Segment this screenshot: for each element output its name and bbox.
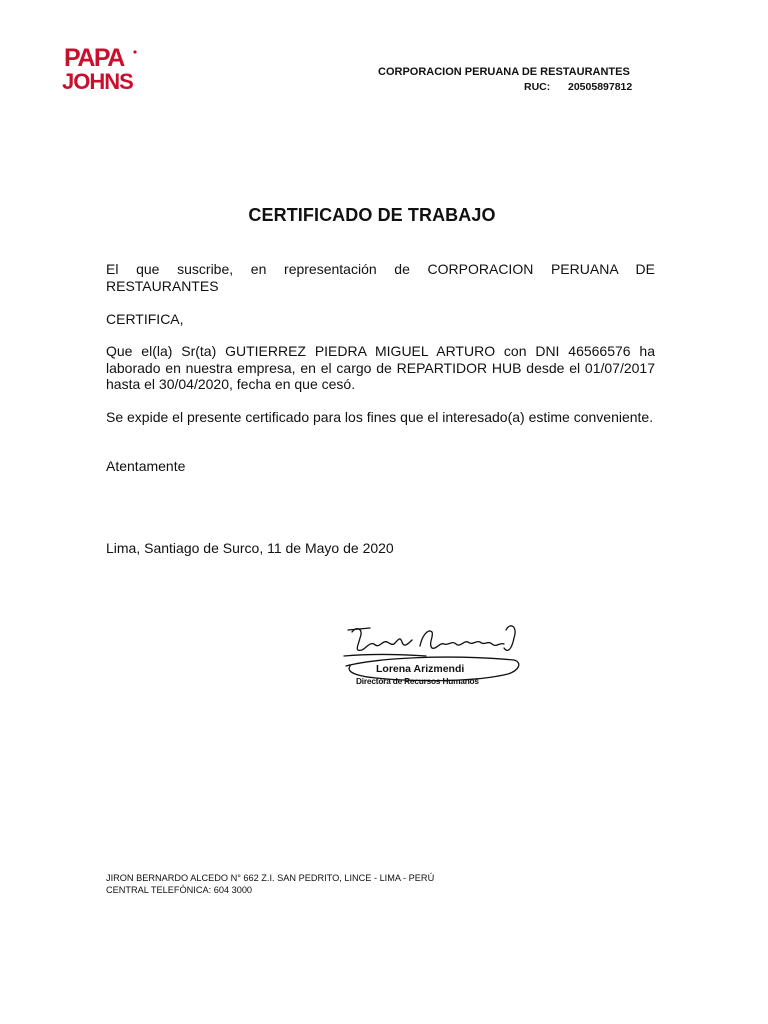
papa-johns-logo [62,44,142,96]
company-name: CORPORACION PERUANA DE RESTAURANTES [378,66,630,78]
purpose-paragraph: Se expide el presente certificado para los fines que el interesado(a) estime conveniente. [106,409,654,425]
closing-line: Atentamente [106,458,186,474]
ruc-label: RUC: [524,81,551,93]
svg-text:PAPA: PAPA [64,44,124,72]
ruc-value: 20505897812 [568,81,633,93]
footer-phone: CENTRAL TELEFÓNICA: 604 3000 [106,884,253,895]
document-title: CERTIFICADO DE TRABAJO [248,205,496,225]
signer-name: Lorena Arizmendi [376,663,465,675]
intro-paragraph: El que suscribe, en representación de CORPORACION PERUANA DE RESTAURANTES [106,261,655,294]
svg-text:JOHNS: JOHNS [62,69,133,94]
statement-paragraph: Que el(la) Sr(ta) GUTIERREZ PIEDRA MIGUEL ARTURO con DNI 46566576 ha laborado en nuestra empresa, en el cargo de REPARTIDOR HUB desde el 01/07/2017 hasta el 30/04/2020, fecha en que cesó. [106,343,655,392]
signature-block [336,618,536,694]
footer-address: JIRON BERNARDO ALCEDO N° 662 Z.I. SAN PEDRITO, LINCE - LIMA - PERÚ [106,873,435,883]
signer-role: Directora de Recursos Humanos [356,676,479,686]
footer [106,873,434,896]
ruc-line [378,81,632,93]
company-header [378,66,632,93]
certifica-line: CERTIFICA, [106,311,184,327]
place-date-line: Lima, Santiago de Surco, 11 de Mayo de 2020 [106,540,394,556]
